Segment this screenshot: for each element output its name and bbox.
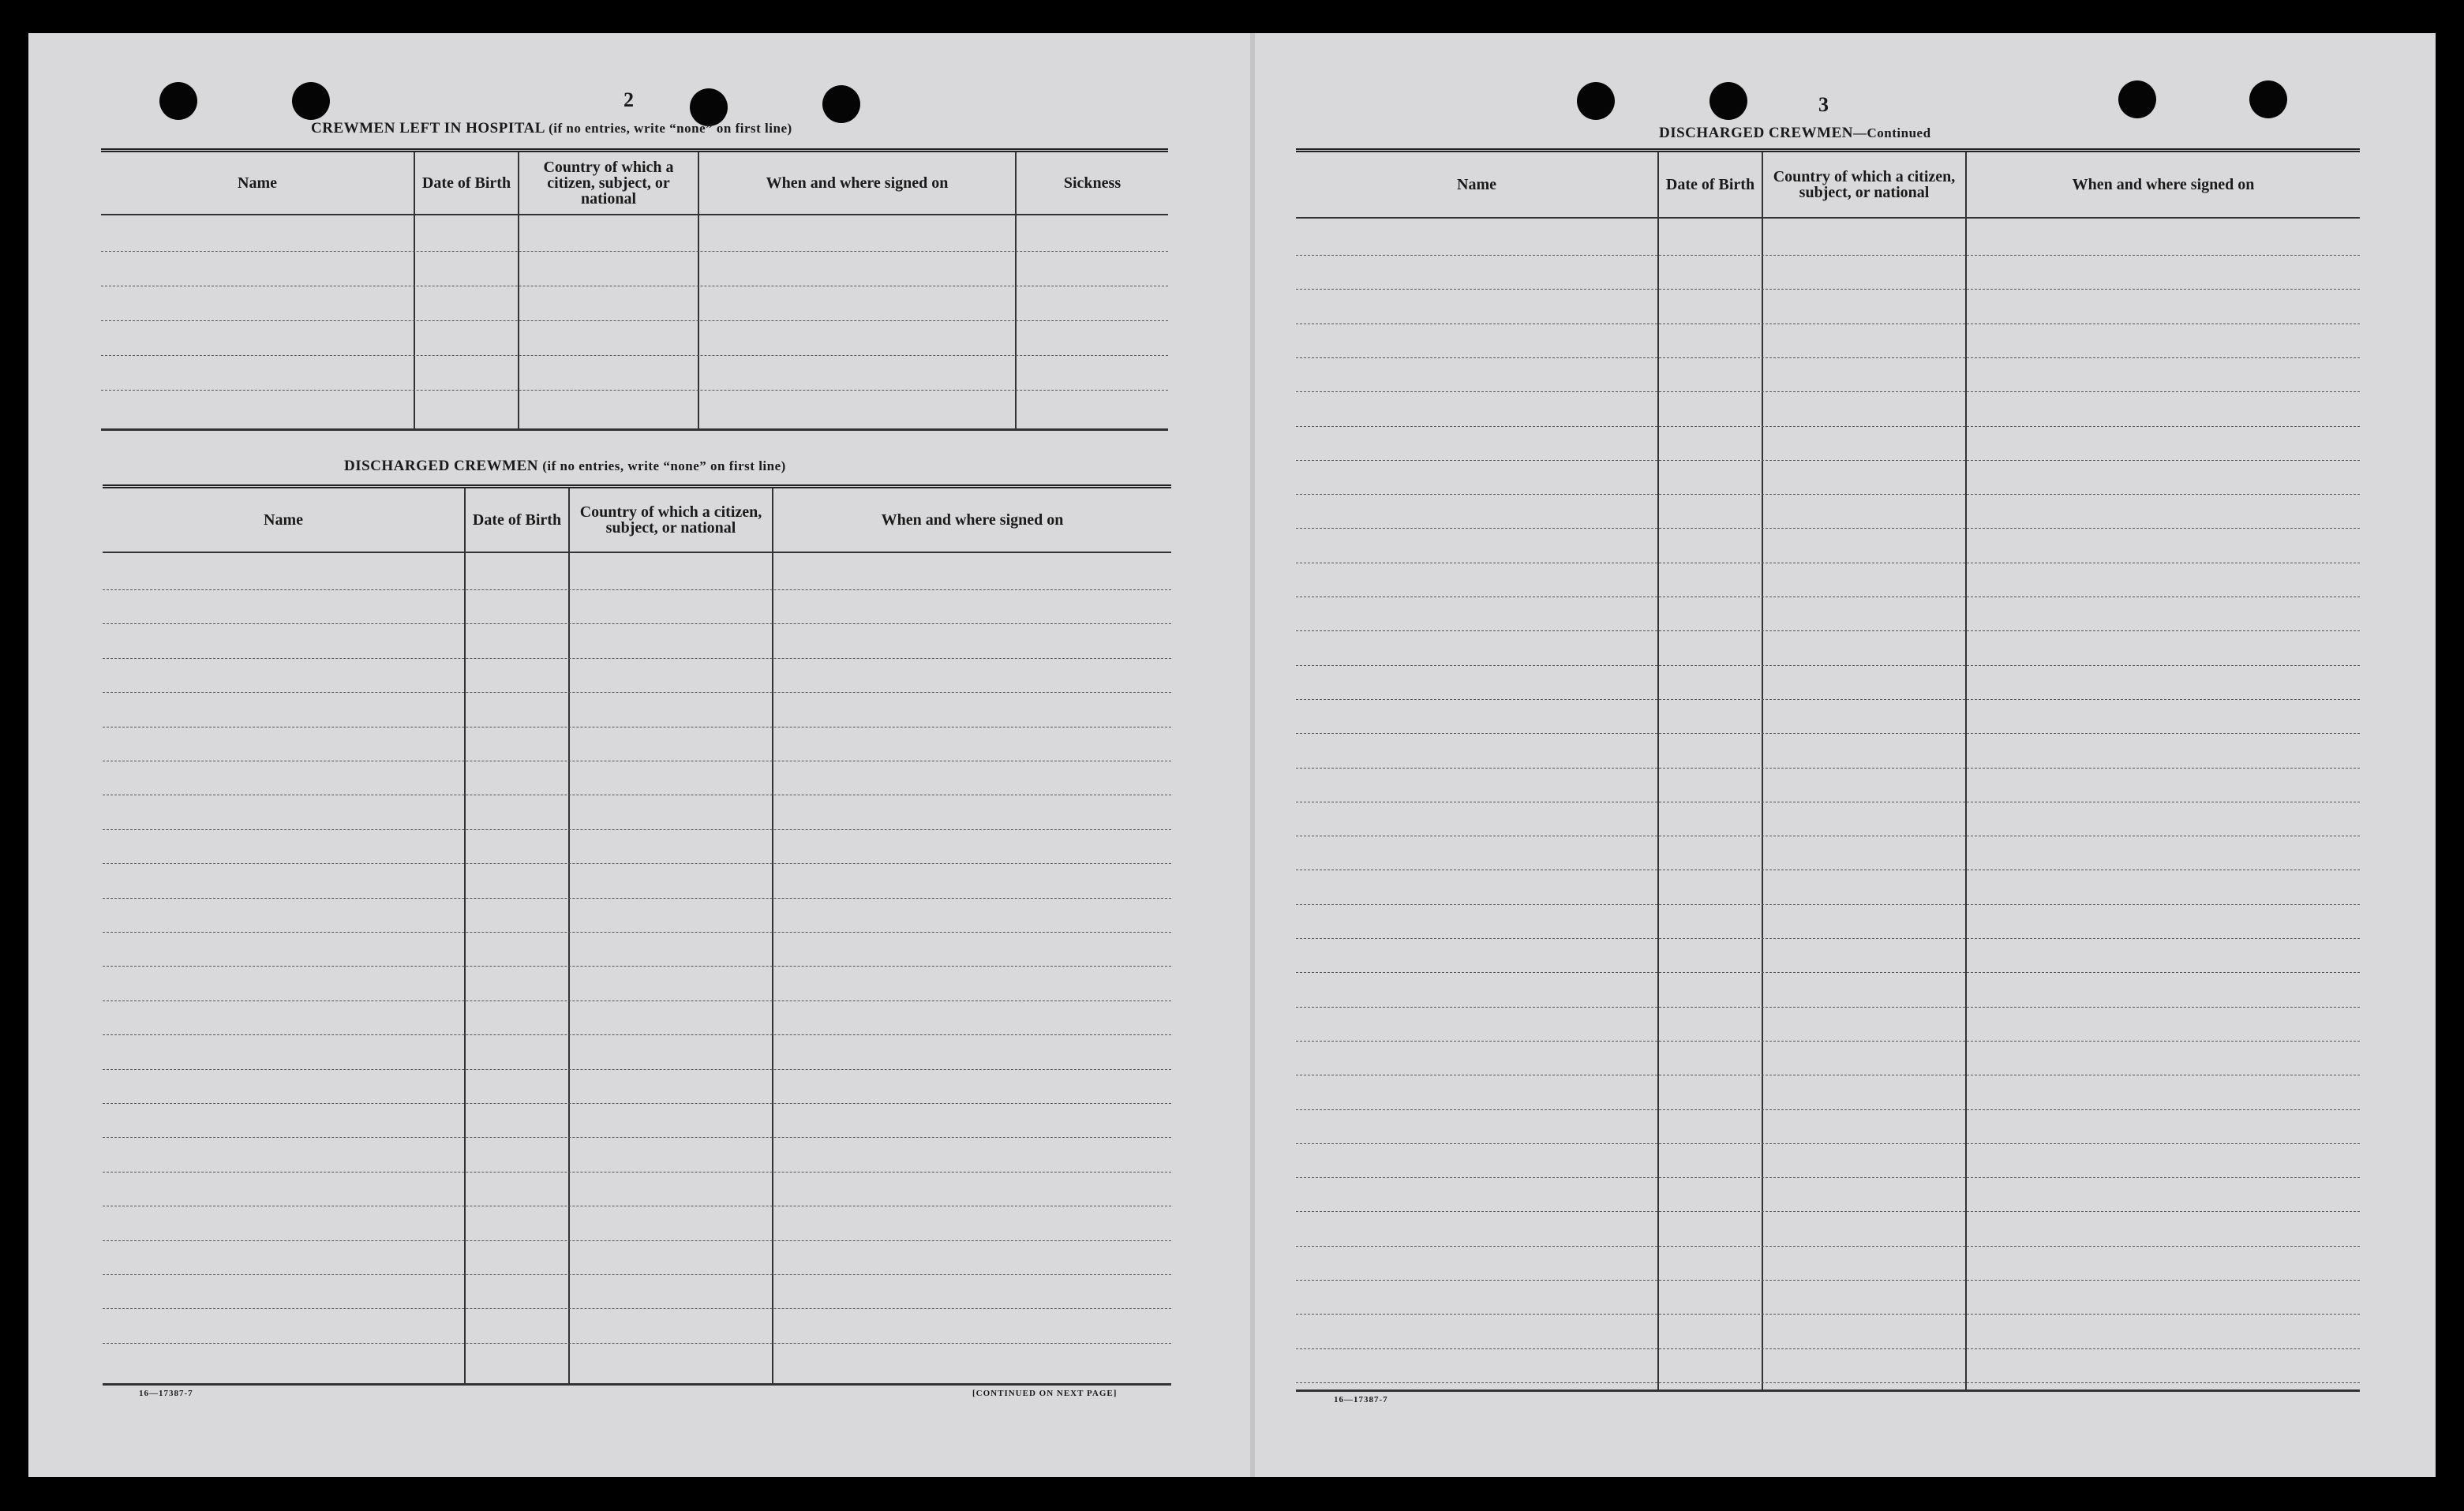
table-row[interactable] — [103, 692, 1171, 693]
table-row[interactable] — [101, 390, 1168, 391]
table-row[interactable] — [1296, 460, 2360, 461]
page-fold — [1250, 33, 1255, 1477]
hospital-table-header — [101, 152, 1168, 215]
form-number: 16—17387-7 — [1334, 1395, 1388, 1404]
hospital-table — [101, 148, 1168, 431]
punch-hole — [1709, 82, 1747, 120]
table-row[interactable] — [103, 1000, 1171, 1001]
table-row[interactable] — [1296, 1382, 2360, 1383]
table-row[interactable] — [1296, 904, 2360, 905]
column-header: When and where signed on — [881, 511, 1064, 529]
column-divider — [698, 152, 699, 428]
punch-hole — [292, 82, 330, 120]
discharged-table — [103, 484, 1171, 1386]
table-row[interactable] — [1296, 972, 2360, 973]
column-divider — [568, 488, 570, 1383]
table-row[interactable] — [1296, 426, 2360, 427]
table-row[interactable] — [1296, 255, 2360, 256]
table-row[interactable] — [103, 829, 1171, 830]
form-number: 16—17387-7 — [139, 1389, 193, 1398]
table-row[interactable] — [1296, 1246, 2360, 1247]
table-row[interactable] — [1296, 494, 2360, 495]
table-row[interactable] — [1296, 699, 2360, 700]
table-row[interactable] — [103, 1172, 1171, 1173]
table-row[interactable] — [1296, 630, 2360, 631]
table-row[interactable] — [1296, 768, 2360, 769]
column-header: Date of Birth — [1665, 176, 1755, 193]
page-number: 2 — [623, 88, 634, 111]
column-header: Name — [1457, 176, 1496, 193]
table-row[interactable] — [1296, 1143, 2360, 1144]
discharged-table-header — [103, 488, 1171, 553]
hospital-title-instruction: (if no entries, write “none” on first line) — [549, 121, 792, 136]
column-header: Country of which a citizen, subject, or national — [1773, 168, 1956, 201]
table-row[interactable] — [103, 863, 1171, 864]
table-row[interactable] — [1296, 938, 2360, 939]
punch-hole — [159, 82, 197, 120]
column-header: Name — [238, 174, 277, 192]
hospital-section-title — [311, 120, 792, 137]
punch-hole — [822, 85, 860, 123]
discharged-title-text: DISCHARGED CREWMEN — [344, 458, 538, 474]
table-row[interactable] — [103, 1274, 1171, 1275]
table-row[interactable] — [103, 898, 1171, 899]
table-row[interactable] — [1296, 1007, 2360, 1008]
table-row[interactable] — [103, 658, 1171, 659]
table-row[interactable] — [1296, 1177, 2360, 1178]
table-row[interactable] — [101, 251, 1168, 252]
punch-hole — [2249, 80, 2287, 118]
column-header: Date of Birth — [421, 174, 511, 192]
column-divider — [414, 152, 415, 428]
table-row[interactable] — [103, 1103, 1171, 1104]
table-row[interactable] — [1296, 1348, 2360, 1349]
table-row[interactable] — [1296, 289, 2360, 290]
page-number: 3 — [1818, 93, 1829, 116]
discharged-continued-title — [1659, 125, 1931, 142]
continued-suffix: —Continued — [1853, 125, 1931, 140]
table-row[interactable] — [103, 932, 1171, 933]
column-header: When and where signed on — [766, 174, 949, 192]
column-header: Country of which a citizen, subject, or national — [579, 503, 762, 537]
column-divider — [1762, 152, 1763, 1389]
table-row[interactable] — [103, 623, 1171, 624]
table-row[interactable] — [1296, 357, 2360, 358]
table-row[interactable] — [101, 355, 1168, 356]
table-row[interactable] — [103, 1137, 1171, 1138]
column-header: Country of which a citizen, subject, or national — [543, 159, 674, 208]
discharged-title-instruction: (if no entries, write “none” on first line) — [542, 458, 786, 473]
table-row[interactable] — [1296, 1041, 2360, 1042]
table-row[interactable] — [1296, 1280, 2360, 1281]
table-row[interactable] — [1296, 733, 2360, 734]
discharged-continued-text: DISCHARGED CREWMEN — [1659, 125, 1853, 141]
table-row[interactable] — [103, 1034, 1171, 1035]
table-row[interactable] — [1296, 1109, 2360, 1110]
table-row[interactable] — [1296, 1314, 2360, 1315]
table-row[interactable] — [101, 320, 1168, 321]
table-row[interactable] — [103, 1069, 1171, 1070]
hospital-title-text: CREWMEN LEFT IN HOSPITAL — [311, 120, 545, 137]
column-header: Sickness — [1063, 174, 1122, 192]
discharged-section-title — [344, 458, 786, 475]
column-divider — [772, 488, 773, 1383]
table-row[interactable] — [103, 966, 1171, 967]
table-row[interactable] — [103, 1240, 1171, 1241]
column-divider — [464, 488, 466, 1383]
table-row[interactable] — [103, 1343, 1171, 1344]
table-row[interactable] — [1296, 528, 2360, 529]
discharged-continued-header — [1296, 152, 2360, 219]
continued-note: [CONTINUED ON NEXT PAGE] — [972, 1389, 1118, 1398]
table-row[interactable] — [1296, 1211, 2360, 1212]
table-row[interactable] — [1296, 391, 2360, 392]
column-divider — [518, 152, 519, 428]
column-header: Name — [264, 511, 303, 529]
column-divider — [1657, 152, 1659, 1389]
column-divider — [1965, 152, 1967, 1389]
column-header: When and where signed on — [2072, 176, 2255, 193]
table-row[interactable] — [1296, 665, 2360, 666]
punch-hole — [2118, 80, 2156, 118]
column-divider — [1015, 152, 1017, 428]
discharged-continued-table — [1296, 148, 2360, 1392]
punch-hole — [1577, 82, 1615, 120]
column-header: Date of Birth — [472, 511, 562, 529]
table-row[interactable] — [103, 589, 1171, 590]
table-row[interactable] — [103, 1308, 1171, 1309]
